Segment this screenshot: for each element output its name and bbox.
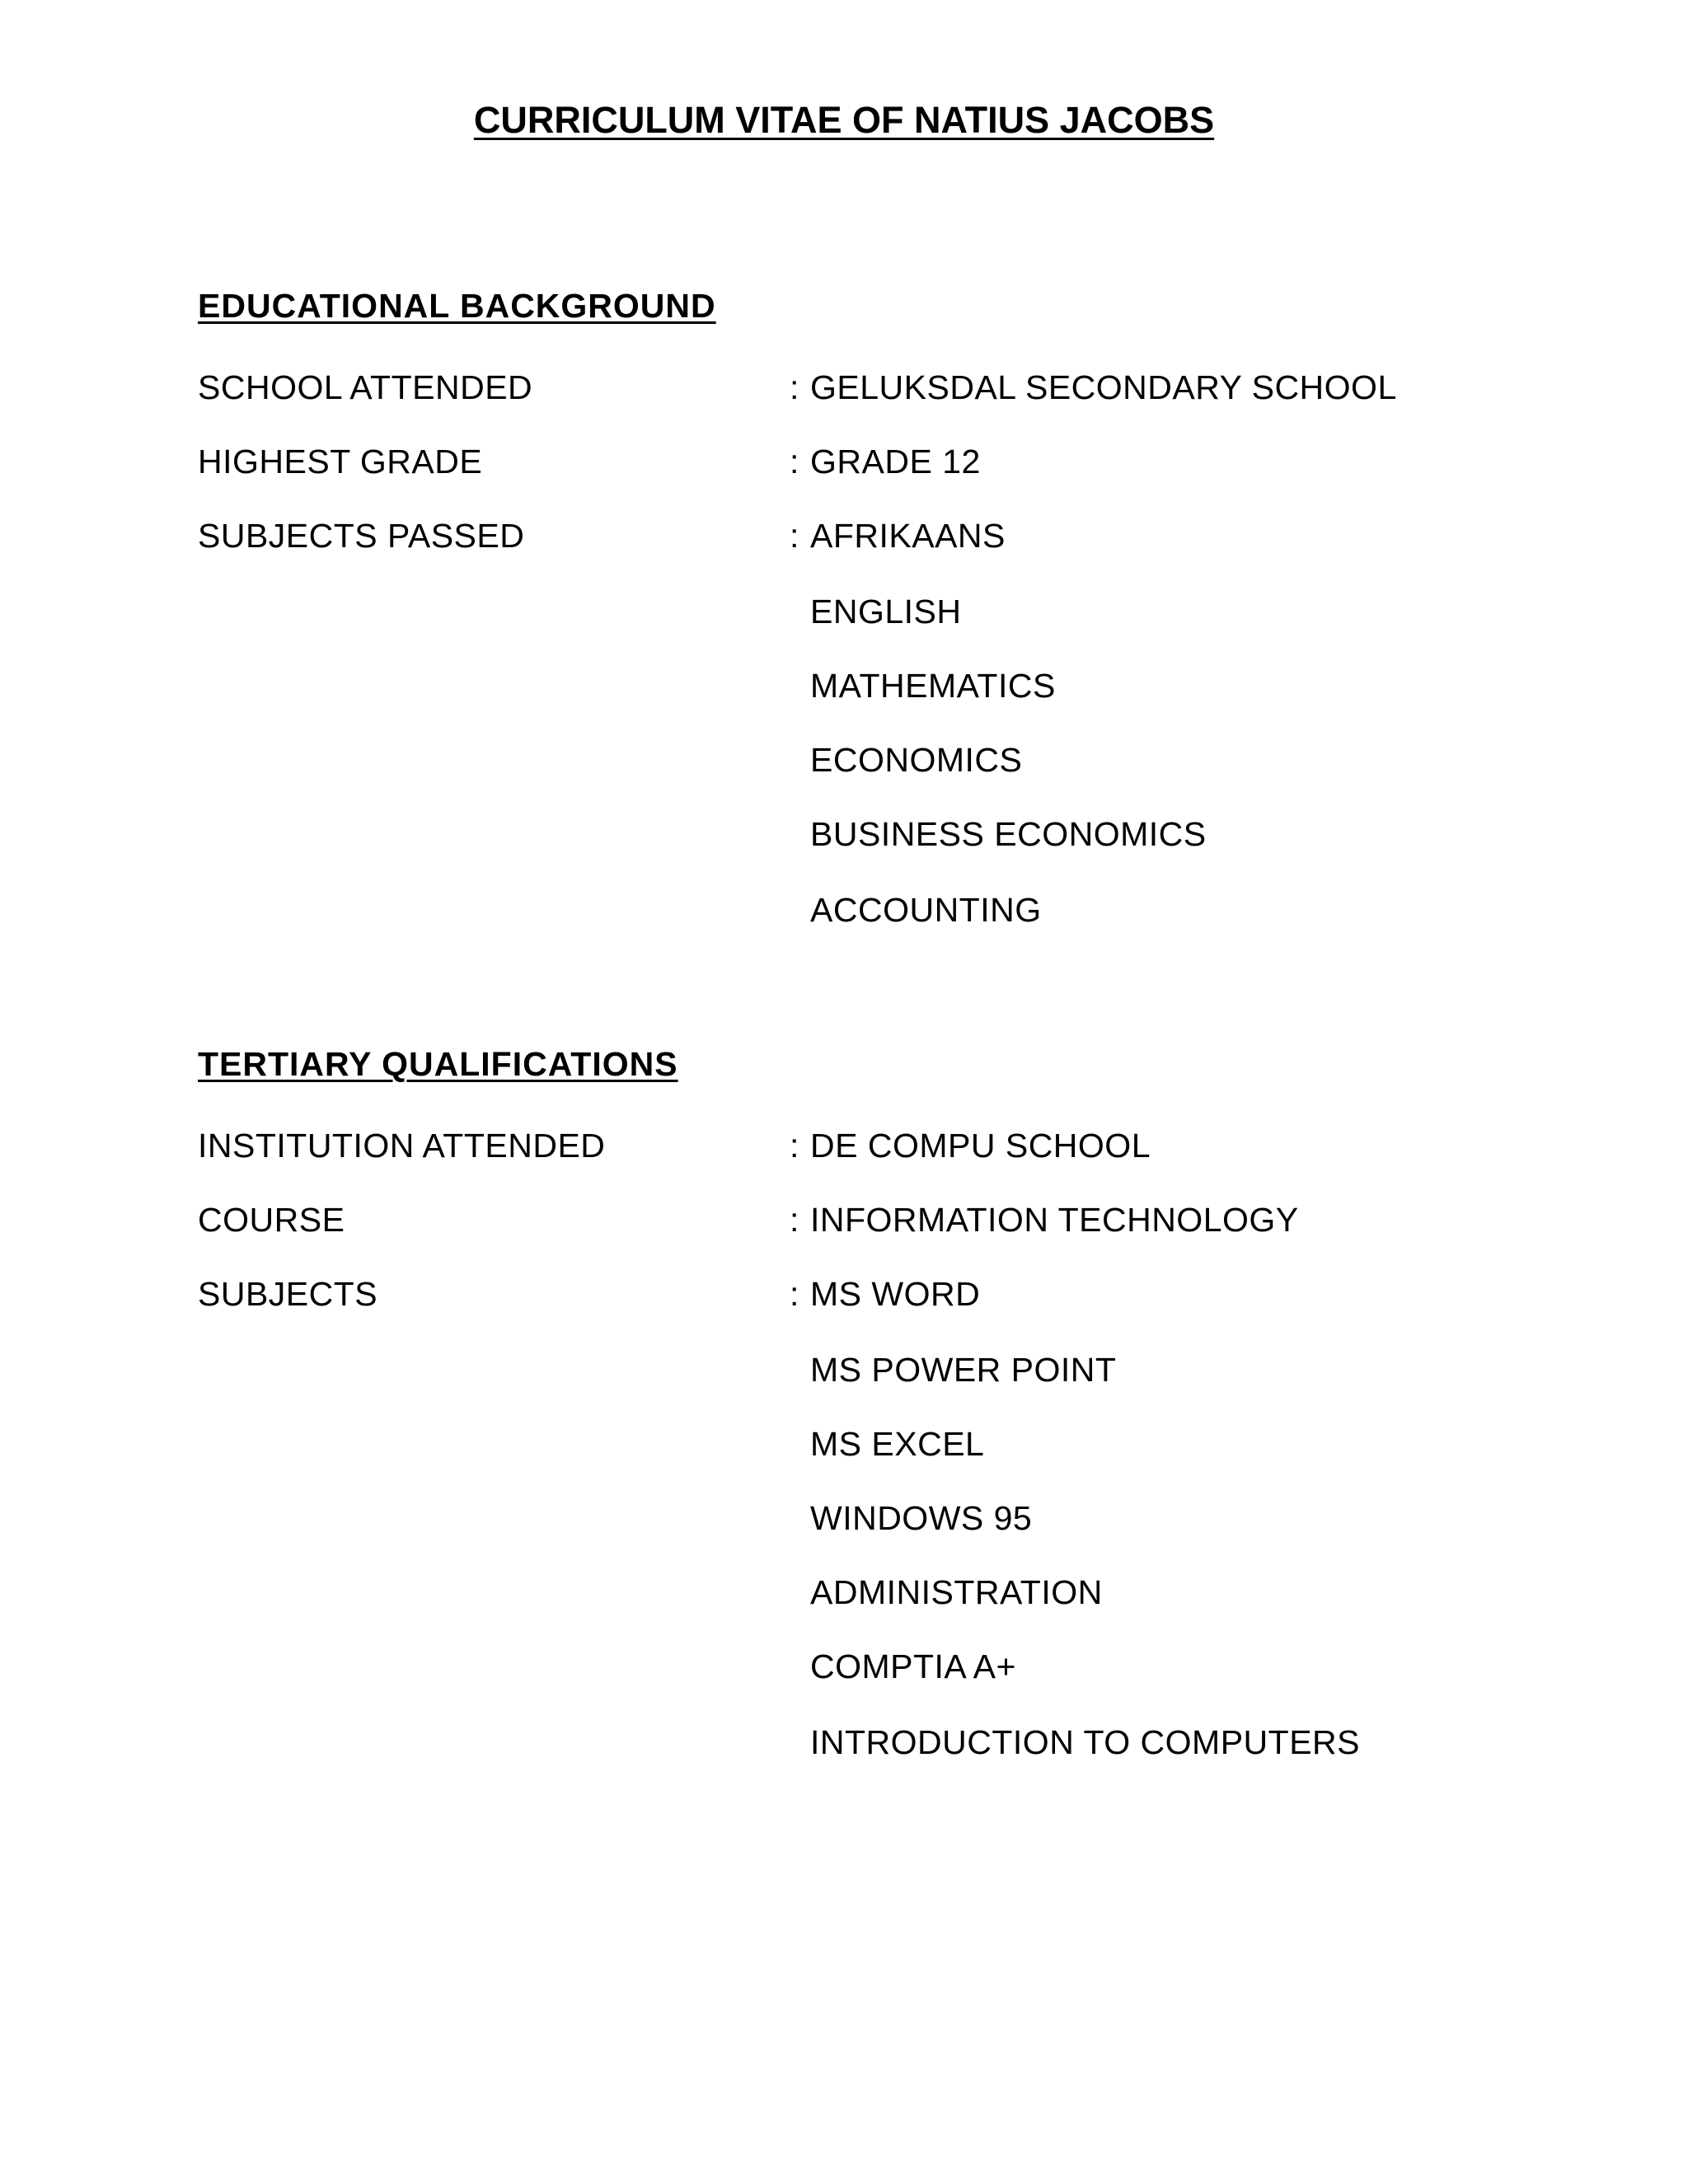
subject-list-item bbox=[0, 1493, 1688, 1543]
field-value: MS POWER POINT bbox=[810, 1351, 1117, 1389]
field-institution-attended bbox=[0, 1121, 1688, 1170]
section-heading-educational-background: EDUCATIONAL BACKGROUND bbox=[198, 287, 716, 325]
field-label: HIGHEST GRADE bbox=[198, 443, 483, 480]
subject-list-item bbox=[0, 1568, 1688, 1617]
subject-list-item bbox=[0, 1419, 1688, 1469]
field-label: INSTITUTION ATTENDED bbox=[198, 1127, 606, 1165]
page-title: CURRICULUM VITAE OF NATIUS JACOBS bbox=[473, 99, 1215, 141]
field-value: MS WORD bbox=[810, 1275, 981, 1313]
field-value: ENGLISH bbox=[810, 593, 962, 630]
field-value: MATHEMATICS bbox=[810, 667, 1056, 705]
field-label: SUBJECTS bbox=[198, 1275, 378, 1313]
field-separator: : bbox=[790, 1127, 799, 1165]
field-value: GRADE 12 bbox=[810, 443, 981, 480]
field-separator: : bbox=[790, 1201, 799, 1239]
field-value: MS EXCEL bbox=[810, 1425, 985, 1463]
subject-list-item bbox=[0, 1718, 1688, 1767]
field-separator: : bbox=[790, 1275, 799, 1313]
field-label: SCHOOL ATTENDED bbox=[198, 368, 533, 406]
field-value: AFRIKAANS bbox=[810, 517, 1006, 555]
field-value: GELUKSDAL SECONDARY SCHOOL bbox=[810, 368, 1397, 406]
field-course bbox=[0, 1195, 1688, 1244]
field-value: ECONOMICS bbox=[810, 741, 1023, 779]
field-value: BUSINESS ECONOMICS bbox=[810, 815, 1207, 853]
subject-list-item bbox=[0, 735, 1688, 785]
field-value: DE COMPU SCHOOL bbox=[810, 1127, 1151, 1165]
field-value: ADMINISTRATION bbox=[810, 1573, 1103, 1611]
subject-list-item bbox=[0, 661, 1688, 710]
field-value: INFORMATION TECHNOLOGY bbox=[810, 1201, 1299, 1239]
field-value: WINDOWS 95 bbox=[810, 1499, 1033, 1537]
subject-list-item bbox=[0, 587, 1688, 636]
subject-list-item bbox=[0, 809, 1688, 859]
field-separator: : bbox=[790, 517, 799, 555]
field-subjects bbox=[0, 1269, 1688, 1319]
field-school-attended bbox=[0, 363, 1688, 412]
field-label: SUBJECTS PASSED bbox=[198, 517, 525, 555]
subject-list-item bbox=[0, 1345, 1688, 1394]
field-highest-grade bbox=[0, 437, 1688, 486]
field-subjects-passed bbox=[0, 511, 1688, 560]
field-label: COURSE bbox=[198, 1201, 345, 1239]
subject-list-item bbox=[0, 885, 1688, 935]
field-value: INTRODUCTION TO COMPUTERS bbox=[810, 1723, 1360, 1761]
subject-list-item bbox=[0, 1642, 1688, 1691]
field-separator: : bbox=[790, 368, 799, 406]
field-separator: : bbox=[790, 443, 799, 480]
section-heading-tertiary-qualifications: TERTIARY QUALIFICATIONS bbox=[198, 1045, 678, 1083]
field-value: ACCOUNTING bbox=[810, 891, 1042, 929]
field-value: COMPTIA A+ bbox=[810, 1647, 1016, 1685]
